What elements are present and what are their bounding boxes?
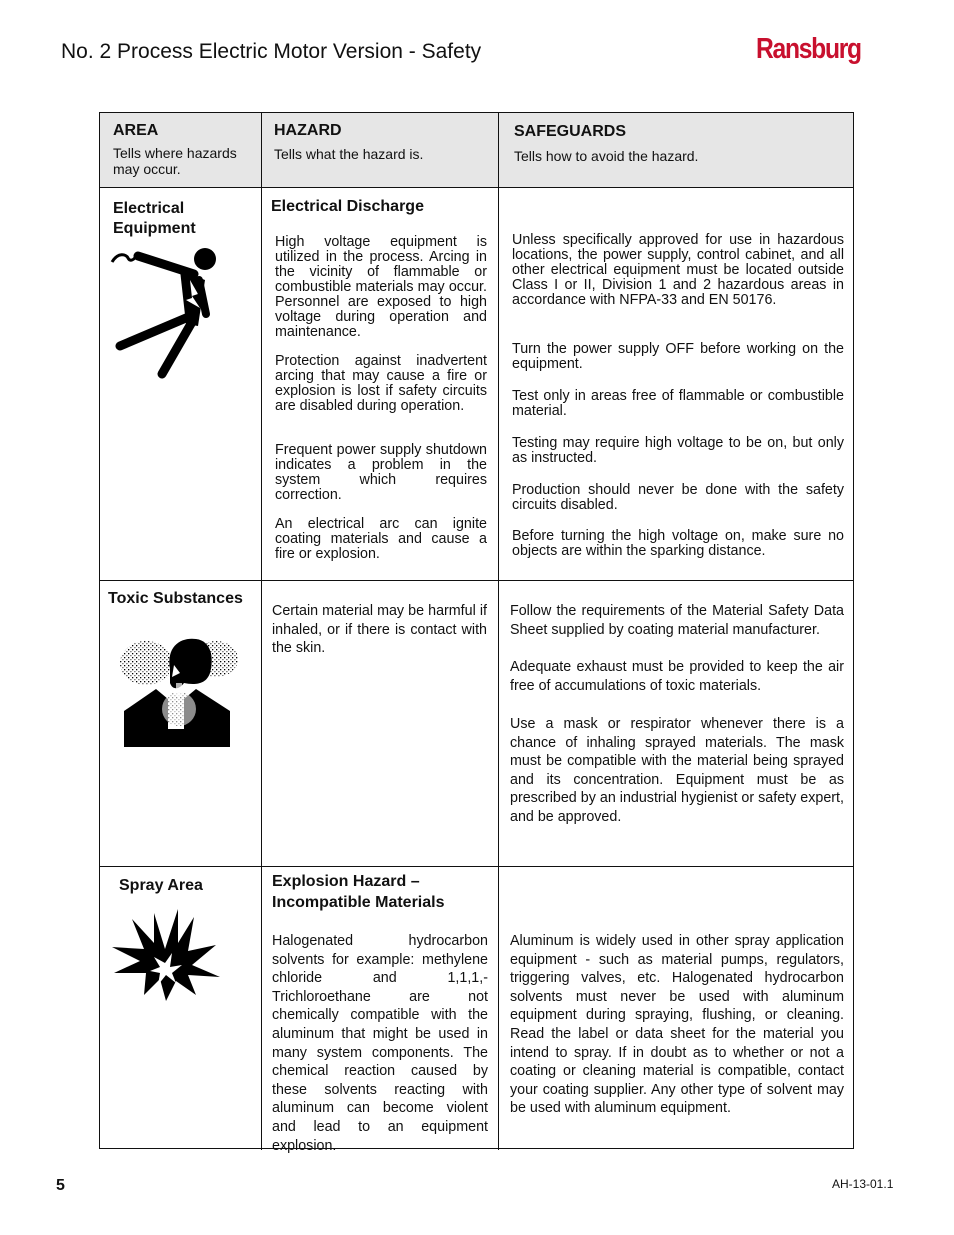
header-area-title: AREA (113, 122, 159, 139)
toxic-inhalation-icon (120, 629, 238, 747)
safeguards-cell (499, 581, 853, 866)
safeguard-paragraph: Aluminum is widely used in other spray application equipment - such as material pumps, regulators, triggering valves, etc. Halogenated hydrocarbon solvents must never be used with aluminum equipment during spraying, flushing, or cleaning. Read the label or data sheet for the material you intend to spray. If in doubt as to whether or not a coating or cleaning material is compatible, contact your coating supplier. Any other type of solvent may be used with aluminum equipment. (510, 933, 844, 1117)
hazard-cell (262, 188, 499, 580)
safeguard-paragraph: Testing may require high voltage to be on, but only as instructed. (512, 435, 844, 466)
hazard-paragraph: Certain material may be harmful if inhaled, or if there is contact with the skin. (272, 603, 487, 657)
header-hazard-subtitle: Tells what the hazard is. (274, 146, 424, 162)
header-hazard-title: HAZARD (274, 122, 342, 139)
area-cell (100, 581, 262, 866)
page-title: No. 2 Process Electric Motor Version - Safety (61, 40, 482, 63)
document-code: AH-13-01.1 (832, 1177, 894, 1191)
safeguard-paragraph: Adequate exhaust must be provided to keep the air free of accumulations of toxic materials. (510, 659, 844, 694)
header-area-subtitle: Tells where hazards may occur. (113, 145, 237, 177)
area-cell (100, 867, 262, 1150)
area-cell (100, 188, 262, 580)
header-safeguards-subtitle: Tells how to avoid the hazard. (514, 148, 699, 164)
hazard-paragraph: Protection against inadvertent arcing that may cause a fire or explosion is lost if safety circuits are disabled during operation. (275, 353, 487, 414)
table-row-toxic (100, 581, 853, 867)
page-number: 5 (56, 1177, 65, 1194)
header-safeguards (499, 113, 853, 187)
header-safeguards-title: SAFEGUARDS (514, 123, 627, 140)
area-label: Electrical Equipment (113, 200, 196, 237)
electrical-shock-icon (106, 246, 218, 388)
hazard-title: Explosion Hazard – Incompatible Materials (272, 873, 445, 911)
area-label: Toxic Substances (108, 590, 243, 607)
table-row-spray (100, 867, 853, 1154)
safeguard-paragraph: Follow the requirements of the Material Safety Data Sheet supplied by coating material manufacturer. (510, 603, 844, 638)
hazard-cell (262, 581, 499, 866)
hazard-paragraph: Frequent power supply shutdown indicates a problem in the system which requires correction. (275, 442, 487, 503)
area-label: Spray Area (119, 877, 203, 894)
hazard-paragraph: An electrical arc can ignite coating materials and cause a fire or explosion. (275, 516, 487, 562)
header-area (100, 113, 262, 187)
safeguards-cell (499, 867, 853, 1150)
safeguard-paragraph: Before turning the high voltage on, make sure no objects are within the sparking distance. (512, 528, 844, 559)
table-row-electrical (100, 188, 853, 581)
hazard-paragraph: Halogenated hydrocarbon solvents for example: methylene chloride and 1,1,1,-Trichloroethane are not chemically compatible with the aluminum that might be used in many system components. The chemical reaction caused by these solvents reacting with aluminum can become violent and lead to an equipment explosion. (272, 933, 488, 1154)
brand-logo: Ransburg (756, 33, 861, 65)
safeguard-paragraph: Unless specifically approved for use in hazardous locations, the power supply, control cabinet, and all other electrical equipment must be located outside Class I or II, Division 1 and 2 hazardous areas in accordance with NFPA-33 and EN 50176. (512, 232, 844, 308)
hazard-title: Electrical Discharge (271, 198, 424, 215)
safeguard-paragraph: Use a mask or respirator whenever there is a chance of inhaling sprayed materials. The mask must be compatible with the material being sprayed and its concentration. Equipment must be as prescribed by an industrial hygienist or safety expert, and be approved. (510, 716, 844, 825)
header-hazard (262, 113, 499, 187)
safeguards-cell (499, 188, 853, 580)
table-header-row (100, 113, 853, 188)
safeguard-paragraph: Test only in areas free of flammable or combustible material. (512, 388, 844, 419)
safeguard-paragraph: Turn the power supply OFF before working on the equipment. (512, 341, 844, 372)
safeguard-paragraph: Production should never be done with the safety circuits disabled. (512, 482, 844, 513)
hazard-paragraph: High voltage equipment is utilized in the process. Arcing in the vicinity of flammable or combustible materials may occur. Personnel are exposed to high voltage during operation and maintenance. (275, 234, 487, 340)
safety-table (99, 112, 854, 1154)
explosion-icon (110, 907, 220, 1003)
hazard-cell (262, 867, 499, 1154)
